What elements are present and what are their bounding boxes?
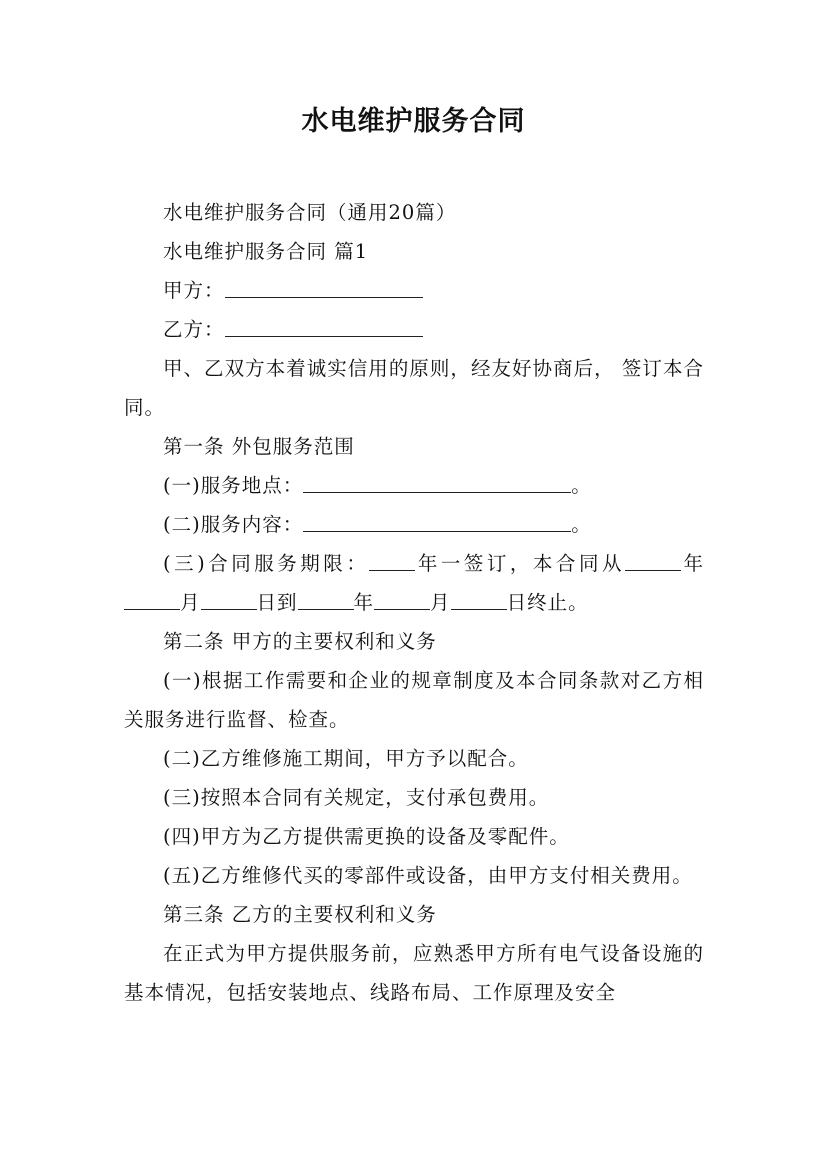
section-heading: 水电维护服务合同 篇1 xyxy=(163,240,369,263)
start-month-blank xyxy=(124,587,180,610)
article-3-paragraph: 在正式为甲方提供服务前，应熟悉甲方所有电气设备设施的基本情况，包括安装地点、线路布局、工作原理及安全 xyxy=(124,942,704,1004)
text-fragment: 月 xyxy=(180,591,201,614)
article-2-item-5: (五)乙方维修代买的零部件或设备，由甲方支付相关费用。 xyxy=(163,864,693,887)
subtitle-line: 水电维护服务合同（通用20篇） xyxy=(163,201,457,224)
service-location-label: (一)服务地点： xyxy=(163,474,304,497)
party-b-label: 乙方： xyxy=(163,318,225,341)
service-location-blank xyxy=(303,470,571,493)
end-year-blank xyxy=(298,587,354,610)
article-1-heading: 第一条 外包服务范围 xyxy=(163,435,355,458)
intro-paragraph: 甲、乙双方本着诚实信用的原则，经友好协商后， 签订本合同。 xyxy=(124,357,704,419)
service-period-label: (三)合同服务期限： xyxy=(163,552,370,575)
start-year-blank xyxy=(625,548,681,571)
article-2-item-3: (三)按照本合同有关规定，支付承包费用。 xyxy=(163,786,550,809)
text-fragment: 日到 xyxy=(256,591,298,614)
text-fragment: 年一签订，本合同从 xyxy=(415,552,625,575)
term-years-blank xyxy=(369,548,415,571)
period-mark: 。 xyxy=(571,513,592,536)
service-content-line xyxy=(124,505,704,544)
document-title: 水电维护服务合同 xyxy=(301,106,526,137)
service-period-paragraph xyxy=(124,544,704,622)
document-body xyxy=(124,193,704,1012)
article-2-heading: 第二条 甲方的主要权利和义务 xyxy=(163,630,437,653)
text-fragment: 年 xyxy=(353,591,375,614)
service-content-label: (二)服务内容： xyxy=(163,513,304,536)
start-day-blank xyxy=(201,587,257,610)
article-2-item-4: (四)甲方为乙方提供需更换的设备及零配件。 xyxy=(163,825,570,848)
party-a-line xyxy=(124,271,704,310)
article-2-item-2: (二)乙方维修施工期间，甲方予以配合。 xyxy=(163,747,529,770)
article-2-item-1: (一)根据工作需要和企业的规章制度及本合同条款对乙方相关服务进行监督、检查。 xyxy=(124,669,704,731)
text-fragment: 年 xyxy=(680,552,704,575)
end-day-blank xyxy=(451,587,507,610)
service-content-blank xyxy=(303,509,571,532)
period-mark: 。 xyxy=(571,474,592,497)
service-location-line xyxy=(124,466,704,505)
party-a-label: 甲方： xyxy=(163,279,225,302)
article-3-heading: 第三条 乙方的主要权利和义务 xyxy=(163,903,437,926)
party-b-line xyxy=(124,310,704,349)
text-fragment: 日终止。 xyxy=(506,591,589,614)
end-month-blank xyxy=(374,587,430,610)
party-a-blank xyxy=(225,275,423,298)
text-fragment: 月 xyxy=(430,591,451,614)
party-b-blank xyxy=(225,314,423,337)
